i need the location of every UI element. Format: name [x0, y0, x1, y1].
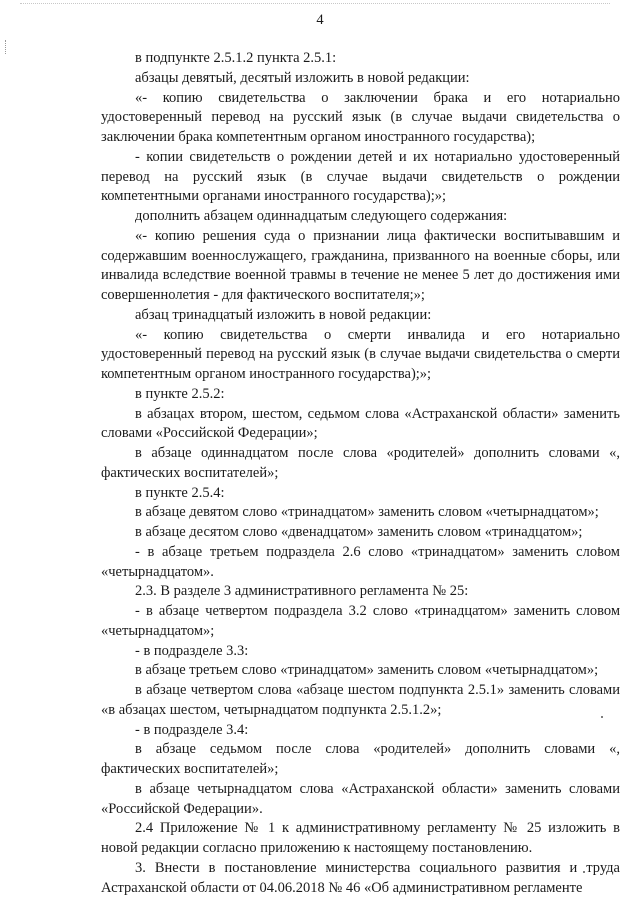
page-number: 4 — [316, 12, 324, 28]
paragraph: абзацы девятый, десятый изложить в новой редакции: — [135, 69, 470, 86]
paragraph: дополнить абзацем одиннадцатым следующего содержания: — [135, 208, 508, 224]
document-body — [101, 49, 620, 898]
paragraph: 2.4 Приложение № 1 к административному регламенту № 25 изложить в новой редакции согласно приложению к настоящему постановлению. — [101, 820, 620, 856]
paragraph: - в подразделе 3.4: — [135, 721, 249, 738]
paragraph: в абзаце четырнадцатом слова «Астраханской области» заменить словами «Российской Федерации». — [101, 780, 620, 817]
paragraph: в подпункте 2.5.1.2 пункта 2.5.1: — [135, 50, 337, 66]
paragraph: 3. Внести в постановление министерства социального развития и труда Астраханской области от 04.06.2018 № 46 «Об административном регламенте — [101, 859, 620, 896]
paragraph: в пункте 2.5.2: — [135, 385, 225, 402]
paragraph: - копии свидетельств о рождении детей и их нотариально удостоверенный перевод на русский язык (в случае выдачи свидетельств о рождении компетентными органами иностранного государства);»; — [101, 148, 620, 205]
paragraph: в абзаце четвертом слова «абзаце шестом подпункта 2.5.1» заменить словами «в абзацах шестом, четырнадцатом подпункта 2.5.1.2»; — [101, 682, 620, 718]
paragraph: - в абзаце третьем подраздела 2.6 слово «тринадцатом» заменить словом «четырнадцатом». — [101, 543, 620, 580]
paragraph: в абзаце десятом слово «двенадцатом» заменить словом «тринадцатом»; — [135, 524, 583, 540]
paragraph: «- копию свидетельства о смерти инвалида и его нотариально удостоверенный перевод на русский язык (в случае выдачи свидетельства о смерти компетентным органом иностранного государства);»; — [101, 326, 620, 382]
scan-noise-top — [20, 3, 610, 7]
paragraph: - в подразделе 3.3: — [135, 642, 249, 659]
paragraph: «- копию свидетельства о заключении брака и его нотариально удостоверенный перевод на русский язык (в случае выдачи свидетельства о заключении брака компетентным органом иностранного государства); — [101, 89, 620, 145]
paragraph: в абзаце третьем слово «тринадцатом» заменить словом «четырнадцатом»; — [135, 662, 599, 679]
paragraph: 2.3. В разделе 3 административного регламента № 25: — [135, 583, 469, 600]
paragraph: - в абзаце четвертом подраздела 3.2 слово «тринадцатом» заменить словом «четырнадцатом»; — [101, 603, 620, 639]
paragraph: в пункте 2.5.4: — [135, 484, 225, 501]
paragraph: в абзацах втором, шестом, седьмом слова «Астраханской области» заменить словами «Российской Федерации»; — [101, 405, 620, 442]
paragraph: в абзаце девятом слово «тринадцатом» заменить словом «четырнадцатом»; — [135, 504, 599, 521]
paragraph: в абзаце одиннадцатом после слова «родителей» дополнить словами «, фактических воспитателей»; — [101, 445, 620, 481]
paragraph: «- копию решения суда о признании лица фактически воспитывавшим и содержавшим военнослужащего, гражданина, призванного на военные сборы, или инвалида вследствие военной травмы в течение не менее 5 лет до достижения ими совершеннолетия - для фактического воспитателя;»; — [101, 227, 620, 303]
scan-noise-left — [5, 40, 7, 54]
paragraph: абзац тринадцатый изложить в новой редакции: — [135, 306, 432, 323]
paragraph: в абзаце седьмом после слова «родителей» дополнить словами «, фактических воспитателей»; — [101, 741, 620, 777]
